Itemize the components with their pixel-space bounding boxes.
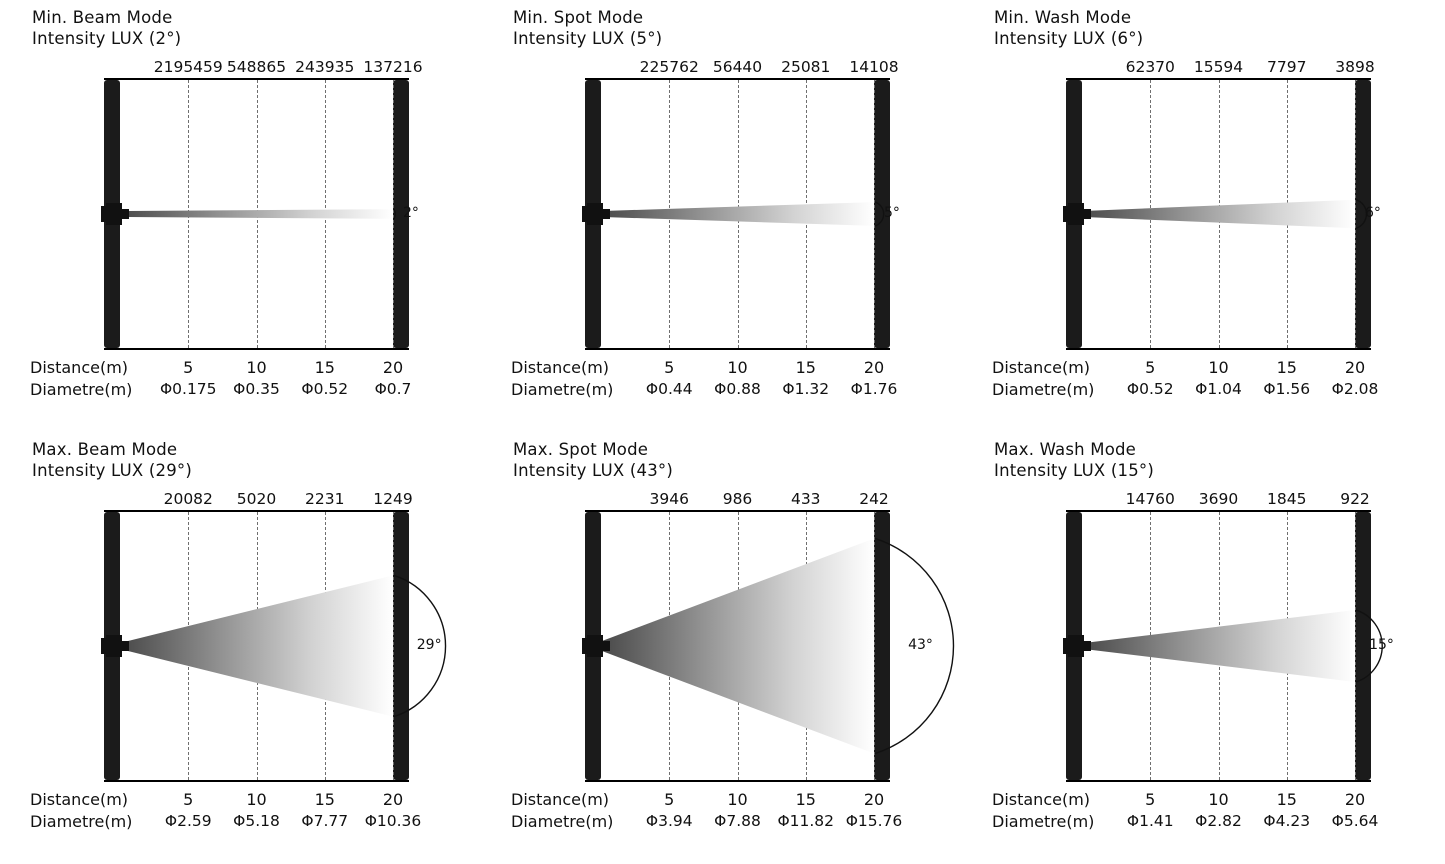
panel-titles — [32, 8, 181, 49]
center-axis-line — [120, 648, 393, 649]
beam-angle-label: 15° — [1369, 637, 1394, 653]
diametre-value: Φ0.44 — [645, 380, 693, 398]
distance-gridline — [738, 80, 739, 348]
center-axis-line — [1082, 648, 1355, 649]
lux-value: 922 — [1340, 490, 1370, 508]
stage-bar-right — [393, 512, 409, 780]
distance-value: 10 — [727, 790, 748, 809]
beam-angle-label: 2° — [403, 205, 419, 221]
diametre-value: Φ15.76 — [845, 812, 903, 830]
stage-box — [1066, 510, 1371, 782]
lux-value: 243935 — [295, 58, 355, 76]
center-axis-line — [120, 216, 393, 217]
measurements-table — [481, 358, 962, 402]
distance-gridline — [874, 512, 875, 780]
lux-values-row — [962, 58, 1443, 78]
diametre-value: Φ11.82 — [777, 812, 835, 830]
beam-panel — [962, 0, 1443, 432]
lux-value: 3898 — [1335, 58, 1375, 76]
lux-value: 242 — [859, 490, 889, 508]
distance-value: 10 — [1208, 358, 1229, 377]
lux-value: 14108 — [849, 58, 899, 76]
distance-value: 10 — [246, 358, 267, 377]
center-axis-line — [601, 216, 874, 217]
lux-value: 1249 — [373, 490, 413, 508]
distance-gridline — [806, 512, 807, 780]
distance-gridline — [806, 80, 807, 348]
light-fixture-icon — [1068, 203, 1084, 225]
distance-value: 5 — [1145, 358, 1156, 377]
distance-gridline — [1287, 512, 1288, 780]
panel-titles — [513, 8, 662, 49]
beam-panel — [962, 432, 1443, 864]
distance-value: 20 — [863, 790, 885, 809]
distance-value: 15 — [1276, 358, 1297, 377]
beam-panel — [481, 0, 962, 432]
distance-gridline — [393, 80, 394, 348]
distance-gridline — [188, 512, 189, 780]
distance-gridline — [669, 512, 670, 780]
lux-value: 225762 — [639, 58, 699, 76]
panel-title: Max. Spot Mode — [513, 440, 649, 459]
light-fixture-icon — [106, 635, 122, 657]
distance-value: 15 — [314, 358, 335, 377]
lux-value: 20082 — [163, 490, 213, 508]
lux-value: 548865 — [226, 58, 287, 76]
stage-box — [1066, 78, 1371, 350]
beam-panel — [0, 432, 481, 864]
stage-box — [585, 78, 890, 350]
panel-subtitle: Intensity LUX (43°) — [513, 460, 673, 480]
distance-gridline — [257, 512, 258, 780]
stage-bar-right — [874, 512, 890, 780]
distance-value: 15 — [314, 790, 335, 809]
diametre-value: Φ1.76 — [850, 380, 898, 398]
beam-angle-label: 29° — [416, 637, 442, 653]
beam-angle-label: 6° — [1365, 205, 1381, 221]
beam-angle-label: 43° — [908, 637, 933, 653]
distance-value: 5 — [183, 790, 194, 809]
panel-titles — [32, 440, 192, 481]
diametre-value: Φ0.175 — [159, 380, 217, 398]
lux-value: 25081 — [781, 58, 831, 76]
diametre-value: Φ7.88 — [714, 812, 761, 830]
lux-value: 3690 — [1198, 490, 1239, 508]
lux-values-row — [0, 490, 481, 510]
distance-value: 15 — [795, 358, 816, 377]
distance-value: 5 — [1145, 790, 1156, 809]
distance-gridline — [738, 512, 739, 780]
distance-gridline — [1150, 80, 1151, 348]
stage-box — [104, 510, 409, 782]
distance-value: 20 — [1344, 358, 1366, 377]
distance-value: 15 — [795, 790, 816, 809]
distance-value: 15 — [1276, 790, 1297, 809]
diametre-value: Φ0.35 — [233, 380, 280, 398]
distance-gridline — [1150, 512, 1151, 780]
distance-value: 10 — [1208, 790, 1229, 809]
diametre-value: Φ1.56 — [1263, 380, 1311, 398]
measurements-table — [0, 358, 481, 402]
diametre-value: Φ0.88 — [714, 380, 761, 398]
measurements-table — [962, 790, 1443, 834]
lux-value: 2231 — [305, 490, 345, 508]
distance-gridline — [1355, 80, 1356, 348]
lux-value: 62370 — [1125, 58, 1175, 76]
beam-panel — [0, 0, 481, 432]
distance-row-label: Distance(m) — [511, 358, 610, 377]
diametre-value: Φ10.36 — [364, 812, 422, 830]
panel-title: Max. Beam Mode — [32, 440, 178, 459]
lux-values-row — [962, 490, 1443, 510]
diametre-row-label: Diametre(m) — [511, 380, 614, 399]
panel-title: Min. Beam Mode — [32, 8, 173, 27]
lux-value: 7797 — [1267, 58, 1307, 76]
distance-value: 20 — [382, 790, 404, 809]
stage-box — [585, 510, 890, 782]
beam-angle-label: 5° — [884, 205, 900, 221]
lux-value: 5020 — [236, 490, 277, 508]
distance-gridline — [1355, 512, 1356, 780]
distance-row-label: Distance(m) — [992, 358, 1091, 377]
lux-value: 14760 — [1125, 490, 1175, 508]
panel-subtitle: Intensity LUX (29°) — [32, 460, 192, 480]
panel-subtitle: Intensity LUX (6°) — [994, 28, 1144, 48]
stage-box — [104, 78, 409, 350]
distance-row-label: Distance(m) — [30, 790, 129, 809]
light-fixture-icon — [587, 635, 603, 657]
panel-titles — [513, 440, 673, 481]
panel-titles — [994, 8, 1143, 49]
panel-title: Min. Wash Mode — [994, 8, 1132, 27]
measurements-table — [0, 790, 481, 834]
measurements-table — [481, 790, 962, 834]
measurements-table — [962, 358, 1443, 402]
distance-gridline — [393, 512, 394, 780]
distance-gridline — [325, 512, 326, 780]
diametre-row-label: Diametre(m) — [992, 812, 1095, 831]
diametre-value: Φ4.23 — [1263, 812, 1311, 830]
diametre-value: Φ1.32 — [782, 380, 830, 398]
diametre-value: Φ0.52 — [1126, 380, 1174, 398]
distance-row-label: Distance(m) — [511, 790, 610, 809]
diametre-row-label: Diametre(m) — [511, 812, 614, 831]
distance-gridline — [1219, 512, 1220, 780]
lux-value: 433 — [790, 490, 821, 508]
light-fixture-icon — [587, 203, 603, 225]
diametre-value: Φ0.7 — [374, 380, 412, 398]
diametre-value: Φ5.18 — [233, 812, 280, 830]
diametre-row-label: Diametre(m) — [992, 380, 1095, 399]
diametre-value: Φ7.77 — [301, 812, 349, 830]
lux-values-row — [481, 490, 962, 510]
lux-values-row — [481, 58, 962, 78]
distance-gridline — [1219, 80, 1220, 348]
distance-gridline — [874, 80, 875, 348]
distance-value: 5 — [664, 358, 675, 377]
distance-value: 10 — [246, 790, 267, 809]
distance-gridline — [188, 80, 189, 348]
diametre-value: Φ2.08 — [1331, 380, 1379, 398]
diametre-row-label: Diametre(m) — [30, 380, 133, 399]
distance-value: 5 — [664, 790, 675, 809]
lux-value: 137216 — [363, 58, 423, 76]
distance-gridline — [257, 80, 258, 348]
distance-row-label: Distance(m) — [992, 790, 1091, 809]
diametre-row-label: Diametre(m) — [30, 812, 133, 831]
distance-value: 5 — [183, 358, 194, 377]
lux-value: 986 — [722, 490, 753, 508]
panel-subtitle: Intensity LUX (5°) — [513, 28, 663, 48]
diametre-value: Φ2.59 — [164, 812, 212, 830]
lux-value: 56440 — [712, 58, 763, 76]
diametre-value: Φ0.52 — [301, 380, 349, 398]
distance-value: 10 — [727, 358, 748, 377]
light-fixture-icon — [1068, 635, 1084, 657]
light-fixture-icon — [106, 203, 122, 225]
lux-values-row — [0, 58, 481, 78]
diametre-value: Φ1.04 — [1195, 380, 1242, 398]
diametre-value: Φ1.41 — [1126, 812, 1174, 830]
lux-value: 15594 — [1193, 58, 1244, 76]
distance-value: 20 — [382, 358, 404, 377]
distance-gridline — [325, 80, 326, 348]
diametre-value: Φ5.64 — [1331, 812, 1379, 830]
center-axis-line — [601, 648, 874, 649]
lux-value: 2195459 — [153, 58, 223, 76]
lux-value: 3946 — [649, 490, 689, 508]
panel-subtitle: Intensity LUX (15°) — [994, 460, 1154, 480]
distance-gridline — [1287, 80, 1288, 348]
diametre-value: Φ2.82 — [1195, 812, 1242, 830]
distance-value: 20 — [1344, 790, 1366, 809]
distance-row-label: Distance(m) — [30, 358, 129, 377]
lux-value: 1845 — [1267, 490, 1307, 508]
panel-titles — [994, 440, 1154, 481]
diametre-value: Φ3.94 — [645, 812, 693, 830]
panel-title: Min. Spot Mode — [513, 8, 644, 27]
panel-subtitle: Intensity LUX (2°) — [32, 28, 182, 48]
beam-panel — [481, 432, 962, 864]
distance-gridline — [669, 80, 670, 348]
distance-value: 20 — [863, 358, 885, 377]
panel-title: Max. Wash Mode — [994, 440, 1137, 459]
center-axis-line — [1082, 216, 1355, 217]
